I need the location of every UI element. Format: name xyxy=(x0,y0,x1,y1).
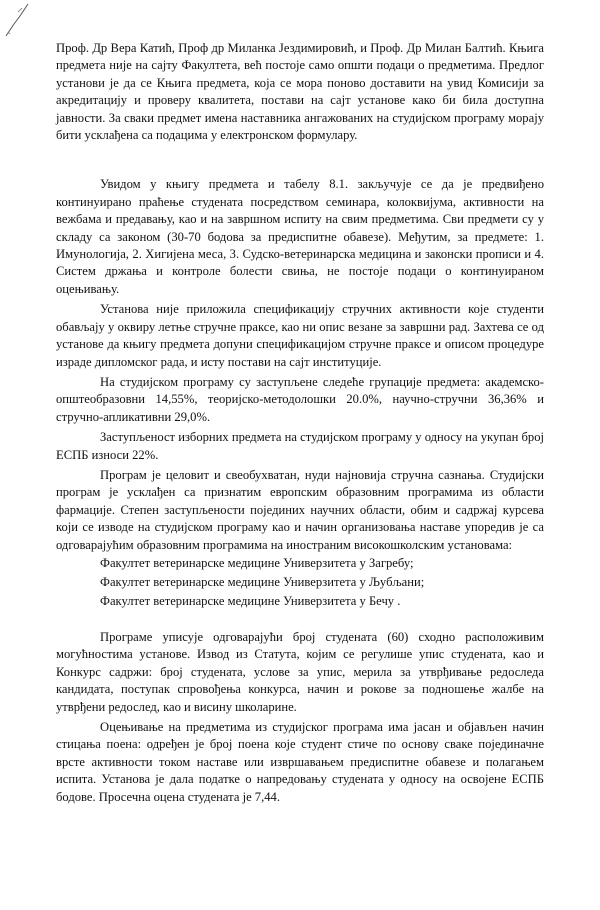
institution-zagreb: Факултет ветеринарске медицине Универзитета у Загребу; xyxy=(100,555,414,570)
document-body xyxy=(56,40,544,806)
paragraph-practice-specification: Установа није приложила спецификацију стручних активности које студенти обављају у оквиру летње стручне праксе, као ни опис везане за завршни рад. Захтева се од установе да књигу предмета допуни спецификацијом стручне праксе и описом процедуре израде дипломског рада, и исту постави на сајт институције. xyxy=(56,302,544,369)
paragraph-continuous-assessment: Увидом у књигу предмета и табелу 8.1. закључује се да је предвиђено континуирано праћење студената посредством семинара, колоквијума, активности на вежбама и предавању, као и на завршном испиту на свим предметима. Сви предмети су у складу са законом (30-70 бодова за предиспитне обавезе). Међутим, за предмете: 1. Имунологија, 2. Хигијена меса, 3. Судско-ветеринарска медицина и законски прописи и 4. Систем држања и контроле болести свиња, не постоје подаци о континуираном оцењивању. xyxy=(56,177,544,296)
institution-ljubljana: Факултет ветеринарске медицине Универзитета у Љубљани; xyxy=(100,574,425,589)
spacer xyxy=(56,611,544,629)
paragraph-grading: Оцењивање на предметима из студијског програма има јасан и објављен начин стицања поена: одређен је број поена које студент стиче по основу сваке појединачне врсте активности током наставе или извршавањем предиспитне обавезе и полагањем испита. Установа је дала податке о напредовању студената у односу на освојене ЕСПБ бодове. Просечна оцена студената је 7,44. xyxy=(56,720,544,804)
paragraph-enrollment: Програме уписује одговарајући број студената (60) сходно расположивим могућностима установе. Извод из Статута, којим се регулише упис студената, као и Конкурс садржи: број студената, услове за упис, мерила за утврђивање редоследа кандидата, поступак спровођења конкурса, начин и рокове за подношење жалбе на утврђени редослед, као и висину школарине. xyxy=(56,629,544,714)
corner-scan-mark xyxy=(4,2,30,38)
spacer xyxy=(56,144,544,176)
paragraph-course-groups: На студијском програму су заступљене следеће групације предмета: академско-општеобразовни 14,55%, теоријско-методолошки 20.0%, научно-стручни 36,36% и стручно-апликативни 29,0%. xyxy=(56,374,544,424)
paragraph-program-comparison: Програм је целовит и свеобухватан, нуди најновија стручна сазнања. Студијски програм је усклађен са признатим европским образовним програмима из области фармације. Степен заступљености појединих научних области, обим и садржај курсева који се изводе на студијском програму као и начин организовања наставе упоредив је са одговарајућим образовним програмима на иностраним високошколским установама: xyxy=(56,467,544,552)
institutions-list xyxy=(56,554,544,611)
paragraph-faculty-names: Проф. Др Вера Катић, Проф др Миланка Јездимировић, и Проф. Др Милан Балтић. Књига предмета није на сајту Факултета, већ постоје само општи подаци о предметима. Предлог установи је да се Књига предмета, која се мора поново доставити на увид Комисији за акредитацију и проверу квалитета, постави на сајт установе како би била доступна јавности. За сваки предмет имена наставника ангажованих на студијском програму морају бити усклађена са подацима у електронском формулару. xyxy=(56,41,544,143)
paragraph-elective-share: Заступљеност изборних предмета на студијском програму у односу на укупан број ЕСПБ износи 22%. xyxy=(56,430,544,462)
institution-vienna: Факултет ветеринарске медицине Универзитета у Бечу . xyxy=(100,593,401,608)
